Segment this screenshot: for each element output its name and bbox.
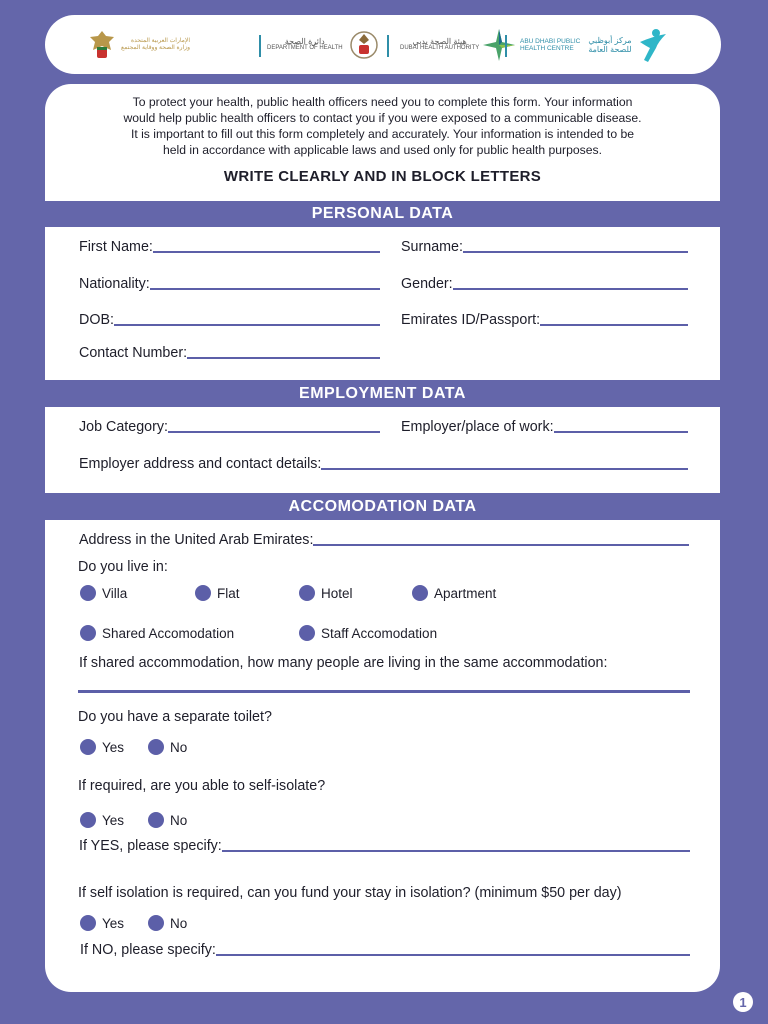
employer-place-field[interactable] [401, 419, 688, 435]
shared-count-answer-line[interactable] [78, 690, 690, 693]
radio-dot[interactable] [299, 585, 315, 601]
shared-count-question: If shared accommodation, how many people are living in the same accommodation: [79, 655, 608, 671]
no-specify-line[interactable] [216, 954, 690, 956]
yes-specify-label: If YES, please specify: [79, 838, 222, 854]
personal-data-header: PERSONAL DATA [45, 201, 720, 227]
abu-dhabi-emblem-icon [349, 28, 379, 62]
radio-dot[interactable] [80, 585, 96, 601]
apartment-label: Apartment [434, 585, 497, 601]
no-specify-field[interactable] [80, 942, 690, 958]
hotel-option[interactable] [299, 585, 353, 601]
doh-english: DEPARTMENT OF HEALTH [267, 44, 343, 51]
hotel-label: Hotel [321, 585, 353, 601]
accommodation-data-header: ACCOMODATION DATA [45, 493, 720, 520]
isolate-no-option[interactable] [148, 812, 187, 828]
uae-address-line[interactable] [313, 544, 689, 546]
uae-address-label: Address in the United Arab Emirates: [79, 532, 314, 548]
surname-line[interactable] [463, 251, 688, 253]
radio-dot[interactable] [80, 625, 96, 641]
employment-data-header: EMPLOYMENT DATA [45, 380, 720, 407]
live-in-question: Do you live in: [78, 559, 168, 575]
radio-dot[interactable] [148, 915, 164, 931]
toilet-yes-option[interactable] [80, 739, 124, 755]
toilet-question: Do you have a separate toilet? [78, 709, 272, 725]
radio-dot[interactable] [412, 585, 428, 601]
nationality-line[interactable] [150, 288, 380, 290]
first-name-line[interactable] [153, 251, 380, 253]
nationality-label: Nationality: [79, 276, 150, 292]
yes-label: Yes [102, 739, 125, 755]
dha-english: DUBAI HEALTH AUTHORITY [400, 44, 480, 51]
yes-label: Yes [102, 915, 125, 931]
radio-dot[interactable] [80, 915, 96, 931]
emirates-id-label: Emirates ID/Passport: [401, 312, 541, 328]
doh-arabic: دائرة الصحة [284, 36, 325, 46]
adphc-arabic1: مركز أبوظبي [588, 35, 632, 45]
yes-specify-field[interactable] [79, 838, 690, 854]
adphc-arabic2: للصحة العامة [588, 44, 632, 54]
page-number: 1 [733, 992, 753, 1012]
yes-label: Yes [102, 812, 125, 828]
intro-line: would help public health officers to contact you if you were exposed to a communicable disease. [123, 111, 642, 125]
uae-address-field[interactable] [79, 532, 689, 548]
first-name-field[interactable] [79, 239, 380, 255]
no-label: No [170, 915, 188, 931]
job-category-label: Job Category: [79, 419, 169, 435]
dob-line[interactable] [114, 324, 380, 326]
first-name-label: First Name: [79, 239, 153, 255]
villa-label: Villa [102, 585, 128, 601]
person-figure-icon [636, 26, 670, 64]
job-category-field[interactable] [79, 419, 380, 435]
gender-label: Gender: [401, 276, 453, 292]
department-of-health-logo [267, 15, 379, 74]
flat-label: Flat [217, 585, 240, 601]
shared-accommodation-option[interactable] [80, 625, 234, 641]
intro-line: To protect your health, public health officers need you to complete this form. Your information [132, 95, 633, 109]
dha-arabic: هيئة الصحة بدبي [412, 36, 467, 46]
radio-dot[interactable] [148, 739, 164, 755]
fund-yes-option[interactable] [80, 915, 124, 931]
shared-accommodation-label: Shared Accomodation [102, 625, 235, 641]
dob-field[interactable] [79, 312, 380, 328]
gender-field[interactable] [401, 276, 688, 292]
toilet-no-option[interactable] [148, 739, 187, 755]
yes-specify-line[interactable] [222, 850, 690, 852]
contact-number-line[interactable] [187, 357, 380, 359]
nationality-field[interactable] [79, 276, 380, 292]
villa-option[interactable] [80, 585, 127, 601]
uae-ministry-line2: وزارة الصحة ووقاية المجتمع [121, 44, 190, 51]
adphc-line1: ABU DHABI PUBLIC [520, 37, 581, 45]
logo-separator [259, 35, 261, 57]
logo-bar [45, 15, 721, 74]
fund-isolation-question: If self isolation is required, can you fund your stay in isolation? (minimum $50 per day) [78, 885, 622, 901]
gender-line[interactable] [453, 288, 688, 290]
radio-dot[interactable] [195, 585, 211, 601]
contact-number-field[interactable] [79, 345, 380, 361]
dubai-health-authority-logo [400, 15, 517, 74]
job-category-line[interactable] [168, 431, 380, 433]
emirates-id-field[interactable] [401, 312, 688, 328]
emirates-id-line[interactable] [540, 324, 688, 326]
staff-accommodation-option[interactable] [299, 625, 437, 641]
uae-ministry-line1: الإمارات العربية المتحدة [130, 37, 190, 44]
eagle-emblem-icon [87, 28, 117, 62]
employer-address-line[interactable] [321, 468, 688, 470]
no-specify-label: If NO, please specify: [80, 942, 216, 958]
fund-no-option[interactable] [148, 915, 187, 931]
contact-number-label: Contact Number: [79, 345, 188, 361]
block-letters-instruction: WRITE CLEARLY AND IN BLOCK LETTERS [223, 168, 542, 185]
isolate-yes-option[interactable] [80, 812, 124, 828]
employer-place-label: Employer/place of work: [401, 419, 554, 435]
staff-accommodation-label: Staff Accomodation [321, 625, 438, 641]
apartment-option[interactable] [412, 585, 496, 601]
radio-dot[interactable] [80, 812, 96, 828]
abu-dhabi-public-health-centre-logo [520, 15, 670, 74]
radio-dot[interactable] [80, 739, 96, 755]
employer-place-line[interactable] [554, 431, 688, 433]
surname-field[interactable] [401, 239, 688, 255]
intro-line: held in accordance with applicable laws and used only for public health purposes. [162, 143, 603, 157]
radio-dot[interactable] [148, 812, 164, 828]
dob-label: DOB: [79, 312, 114, 328]
dha-star-icon [481, 27, 517, 63]
self-isolate-question: If required, are you able to self-isolate? [78, 778, 326, 794]
logo-separator [505, 35, 507, 57]
surname-label: Surname: [401, 239, 463, 255]
logo-separator [387, 35, 389, 57]
intro-line: It is important to fill out this form completely and accurately. Your information is intended to be [130, 127, 635, 141]
adphc-line2: HEALTH CENTRE [520, 44, 574, 52]
employer-address-label: Employer address and contact details: [79, 456, 322, 472]
no-label: No [170, 812, 188, 828]
employer-address-field[interactable] [79, 456, 688, 472]
flat-option[interactable] [195, 585, 240, 601]
intro-paragraph [95, 94, 670, 158]
uae-ministry-logo [87, 15, 190, 74]
radio-dot[interactable] [299, 625, 315, 641]
form-card [45, 84, 720, 992]
no-label: No [170, 739, 188, 755]
